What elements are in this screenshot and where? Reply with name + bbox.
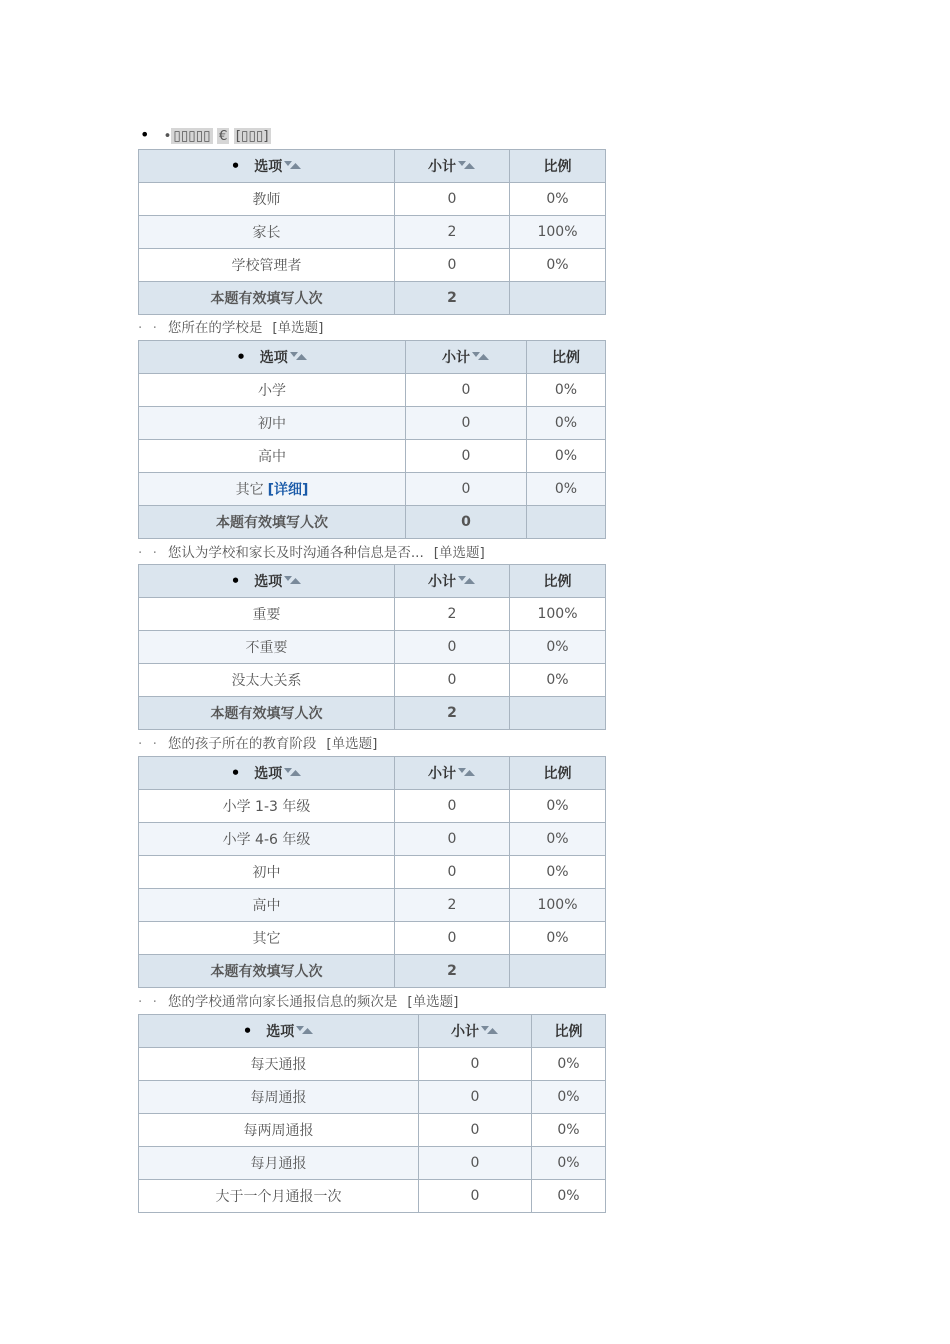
question-2-title [138, 317, 323, 339]
table-row [139, 889, 606, 922]
question-text: 您所在的学校是 [167, 320, 263, 336]
col-ratio-header: 比例 [510, 565, 606, 598]
ratio-cell: 0% [510, 249, 606, 282]
count-cell: 0 [406, 374, 527, 407]
col-count-header[interactable] [395, 150, 510, 183]
header-bullet: • [230, 764, 241, 782]
ratio-cell: 0% [510, 183, 606, 216]
total-empty-cell [510, 697, 606, 730]
ratio-cell: 0% [527, 440, 606, 473]
question-2-table [138, 340, 606, 539]
table-row [139, 1081, 606, 1114]
count-cell: 0 [395, 664, 510, 697]
question-type: [单选题] [407, 994, 459, 1010]
total-count: 0 [406, 506, 527, 539]
ratio-cell: 0% [532, 1180, 606, 1213]
question-1-title [140, 124, 271, 146]
count-cell: 0 [395, 631, 510, 664]
count-cell: 0 [406, 440, 527, 473]
total-label: 本题有效填写人次 [139, 506, 406, 539]
total-label: 本题有效填写人次 [139, 282, 395, 315]
table-row [139, 183, 606, 216]
count-cell: 0 [395, 249, 510, 282]
total-row [139, 697, 606, 730]
col-ratio-header: 比例 [510, 150, 606, 183]
ratio-cell: 0% [532, 1081, 606, 1114]
total-row [139, 282, 606, 315]
count-cell: 2 [395, 598, 510, 631]
col-option-header[interactable] [139, 1015, 419, 1048]
total-label: 本题有效填写人次 [139, 697, 395, 730]
table-row [139, 216, 606, 249]
ratio-cell: 0% [510, 922, 606, 955]
ratio-cell: 0% [510, 823, 606, 856]
ratio-cell: 0% [532, 1114, 606, 1147]
table-row [139, 856, 606, 889]
header-bullet: • [236, 348, 246, 366]
table-header-row [139, 341, 606, 374]
sort-icon[interactable] [472, 351, 490, 361]
ratio-cell: 0% [510, 790, 606, 823]
option-cell: 大于一个月通报一次 [139, 1180, 419, 1213]
option-cell: 不重要 [139, 631, 395, 664]
question-1-table [138, 149, 606, 315]
question-text: 您的孩子所在的教育阶段 [167, 736, 317, 752]
dots: · · [138, 994, 160, 1010]
ratio-cell: 0% [527, 407, 606, 440]
total-count: 2 [395, 955, 510, 988]
ratio-cell: 0% [532, 1147, 606, 1180]
sort-icon[interactable] [284, 767, 302, 777]
option-cell: 没太大关系 [139, 664, 395, 697]
option-cell: 学校管理者 [139, 249, 395, 282]
total-row [139, 506, 606, 539]
option-cell [139, 473, 406, 506]
sort-icon[interactable] [284, 575, 302, 585]
count-cell: 0 [395, 856, 510, 889]
question-type: [单选题] [433, 545, 485, 561]
count-cell: 0 [406, 473, 527, 506]
col-count-label: 小计 [451, 1024, 479, 1040]
col-option-header[interactable] [139, 341, 406, 374]
garbled-question-type: [▯▯▯] [235, 128, 269, 144]
option-cell: 初中 [139, 407, 406, 440]
count-cell: 2 [395, 216, 510, 249]
table-header-row [139, 1015, 606, 1048]
table-header-row [139, 565, 606, 598]
count-cell: 0 [419, 1114, 532, 1147]
table-row [139, 473, 606, 506]
table-row [139, 374, 606, 407]
table-header-row [139, 150, 606, 183]
col-option-label: 选项 [266, 1024, 295, 1040]
count-cell: 0 [419, 1081, 532, 1114]
question-text: 您认为学校和家长及时沟通各种信息是否... [167, 545, 424, 561]
option-cell: 小学 1-3 年级 [139, 790, 395, 823]
count-cell: 0 [406, 407, 527, 440]
count-cell: 2 [395, 889, 510, 922]
total-empty-cell [510, 282, 606, 315]
col-count-header[interactable] [419, 1015, 532, 1048]
col-count-label: 小计 [442, 350, 470, 366]
dots: · · [138, 320, 160, 336]
question-3-title [138, 542, 485, 564]
ratio-cell: 0% [527, 374, 606, 407]
table-row [139, 407, 606, 440]
ratio-cell: 0% [510, 856, 606, 889]
table-row [139, 440, 606, 473]
sort-icon[interactable] [458, 160, 476, 170]
option-cell: 每周通报 [139, 1081, 419, 1114]
header-bullet: • [242, 1022, 253, 1040]
header-bullet: • [230, 157, 241, 175]
table-row [139, 790, 606, 823]
question-4-table [138, 756, 606, 988]
table-header-row [139, 757, 606, 790]
col-ratio-header: 比例 [527, 341, 606, 374]
option-cell: 重要 [139, 598, 395, 631]
option-cell: 其它 [139, 922, 395, 955]
count-cell: 0 [419, 1180, 532, 1213]
sort-icon[interactable] [296, 1025, 314, 1035]
euro-icon: € [218, 128, 228, 144]
ratio-cell: 0% [532, 1048, 606, 1081]
option-cell: 每月通报 [139, 1147, 419, 1180]
col-option-label: 选项 [254, 574, 283, 590]
list-bullet: • [140, 125, 150, 144]
total-row [139, 955, 606, 988]
sort-icon[interactable] [284, 160, 302, 170]
question-text: 您的学校通常向家长通报信息的频次是 [167, 994, 398, 1010]
col-count-label: 小计 [428, 574, 456, 590]
question-5-title [138, 991, 458, 1013]
table-row [139, 1114, 606, 1147]
ratio-cell: 100% [510, 889, 606, 922]
table-row [139, 922, 606, 955]
ratio-cell: 0% [510, 664, 606, 697]
option-cell: 高中 [139, 440, 406, 473]
sort-icon[interactable] [458, 575, 476, 585]
option-text: 其它 [235, 482, 264, 498]
col-option-label: 选项 [259, 350, 288, 366]
col-option-header[interactable] [139, 150, 395, 183]
ratio-cell: 0% [527, 473, 606, 506]
count-cell: 0 [395, 790, 510, 823]
question-3-table [138, 564, 606, 730]
table-row [139, 1147, 606, 1180]
ratio-cell: 100% [510, 598, 606, 631]
option-cell: 每天通报 [139, 1048, 419, 1081]
count-cell: 0 [395, 823, 510, 856]
option-cell: 高中 [139, 889, 395, 922]
col-ratio-header: 比例 [510, 757, 606, 790]
total-count: 2 [395, 697, 510, 730]
sort-icon[interactable] [290, 351, 308, 361]
table-row [139, 1180, 606, 1213]
inner-bullet: • [163, 128, 172, 144]
total-empty-cell [527, 506, 606, 539]
col-ratio-header: 比例 [532, 1015, 606, 1048]
table-row [139, 823, 606, 856]
table-row [139, 249, 606, 282]
option-cell: 小学 [139, 374, 406, 407]
col-count-label: 小计 [428, 159, 456, 175]
table-row [139, 631, 606, 664]
col-count-header[interactable] [395, 565, 510, 598]
table-row [139, 664, 606, 697]
option-cell: 教师 [139, 183, 395, 216]
option-cell: 每两周通报 [139, 1114, 419, 1147]
table-row [139, 598, 606, 631]
question-5-table [138, 1014, 606, 1213]
col-option-label: 选项 [254, 159, 283, 175]
ratio-cell: 0% [510, 631, 606, 664]
garbled-title: ▯▯▯▯▯ [173, 128, 211, 144]
header-bullet: • [230, 572, 241, 590]
ratio-cell: 100% [510, 216, 606, 249]
total-count: 2 [395, 282, 510, 315]
col-count-label: 小计 [428, 766, 456, 782]
option-cell: 家长 [139, 216, 395, 249]
count-cell: 0 [395, 922, 510, 955]
col-count-header[interactable] [406, 341, 527, 374]
question-type: [单选题] [326, 736, 378, 752]
count-cell: 0 [419, 1147, 532, 1180]
option-cell: 初中 [139, 856, 395, 889]
col-count-header[interactable] [395, 757, 510, 790]
dots: · · [138, 545, 160, 561]
col-option-label: 选项 [254, 766, 283, 782]
col-option-header[interactable] [139, 757, 395, 790]
col-option-header[interactable] [139, 565, 395, 598]
sort-icon[interactable] [481, 1025, 499, 1035]
count-cell: 0 [395, 183, 510, 216]
sort-icon[interactable] [458, 767, 476, 777]
question-type: [单选题] [272, 320, 324, 336]
question-4-title [138, 733, 377, 755]
option-cell: 小学 4-6 年级 [139, 823, 395, 856]
total-empty-cell [510, 955, 606, 988]
total-label: 本题有效填写人次 [139, 955, 395, 988]
count-cell: 0 [419, 1048, 532, 1081]
detail-link[interactable]: [详细] [267, 482, 309, 498]
dots: · · [138, 736, 160, 752]
table-row [139, 1048, 606, 1081]
